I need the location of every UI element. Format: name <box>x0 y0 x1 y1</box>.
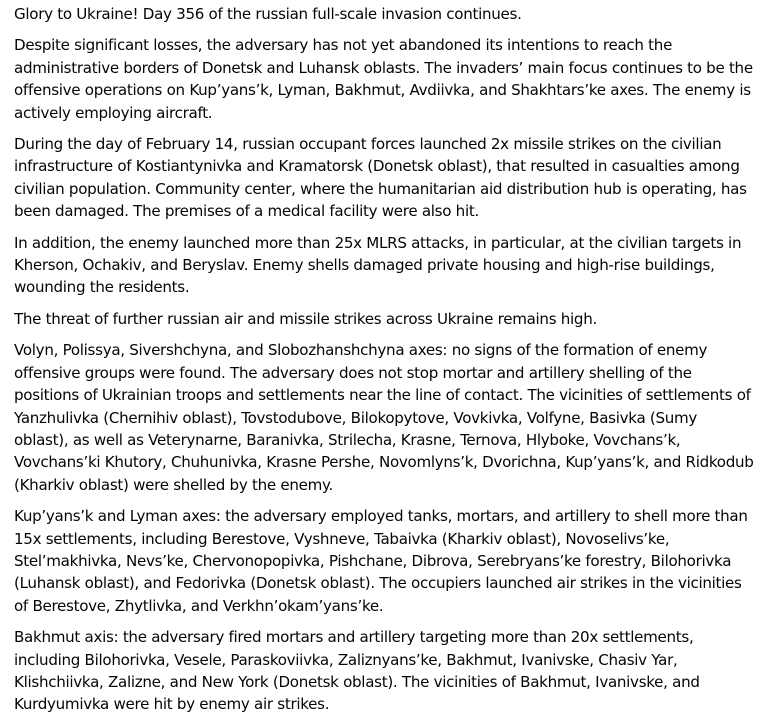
paragraph-threat: The threat of further russian air and missile strikes across Ukraine remains high. <box>14 309 597 328</box>
paragraph-mlrs-attacks: In addition, the enemy launched more than 25x MLRS attacks, in particular, at the civilian targets in Kherson, Ochakiv, and Beryslav. Enemy shells damaged private housing and high-rise buildings, wounding the residents. <box>14 233 742 297</box>
paragraph-missile-strikes: During the day of February 14, russian occupant forces launched 2x missile strikes on the civilian infrastructure of Kostiantynivka and Kramatorsk (Donetsk oblast), that resulted in casualties among civilian population. Community center, where the humanitarian aid distribution hub is operating, has been damaged. The premises of a medical facility were also hit. <box>14 135 747 221</box>
paragraph-kupyansk-lyman: Kup’yans’k and Lyman axes: the adversary employed tanks, mortars, and artillery to shell more than 15x settlements, including Berestove, Vyshneve, Tabaivka (Kharkiv oblast), Novoselivs’ke, Stel’makhivka, Nevs’ke, Chervonopopivka, Pishchane, Dibrova, Serebryans’ke forestry, Bilohorivka (Luhansk oblast), and Fedorivka (Donetsk oblast). The occupiers launched air strikes in the vicinities of Berestove, Zhytlivka, and Verkhn’okam’yans’ke. <box>14 507 748 615</box>
paragraph-intro: Glory to Ukraine! Day 356 of the russian full-scale invasion continues. <box>14 5 522 23</box>
paragraph-overview: Despite significant losses, the adversary has not yet abandoned its intentions to reach the administrative borders of Donetsk and Luhansk oblasts. The invaders’ main focus continues to be the offensive operations on Kup’yans’k, Lyman, Bakhmut, Avdiivka, and Shakhtars’ke axes. The enemy is actively employing aircraft. <box>14 36 753 122</box>
paragraph-bakhmut: Bakhmut axis: the adversary fired mortars and artillery targeting more than 20x settlements, including Bilohorivka, Vesele, Paraskoviivka, Zaliznyans’ke, Bakhmut, Ivanivske, Chasiv Yar, Klishchiivka, Zalizne, and New York (Donetsk oblast). The vicinities of Bakhmut, Ivanivske, and Kurdyumivka were hit by enemy air strikes. <box>14 628 700 714</box>
paragraph-northern-axes: Volyn, Polissya, Sivershchyna, and Slobozhanshchyna axes: no signs of the formation of enemy offensive groups were found. The adversary does not stop mortar and artillery shelling of the positions of Ukrainian troops and settlements near the line of contact. The vicinities of settlements of Yanzhulivka (Chernihiv oblast), Tovstodubove, Bilokopytove, Vovkivka, Volfyne, Basivka (Sumy oblast), as well as Veterynarne, Baranivka, Strilecha, Krasne, Ternova, Hlyboke, Vovchans’k, Vovchans’ki Khutory, Chuhunivka, Krasne Pershe, Novomlyns’k, Dvorichna, Kup’yans’k, and Ridkodub (Kharkiv oblast) were shelled by the enemy. <box>14 341 754 494</box>
